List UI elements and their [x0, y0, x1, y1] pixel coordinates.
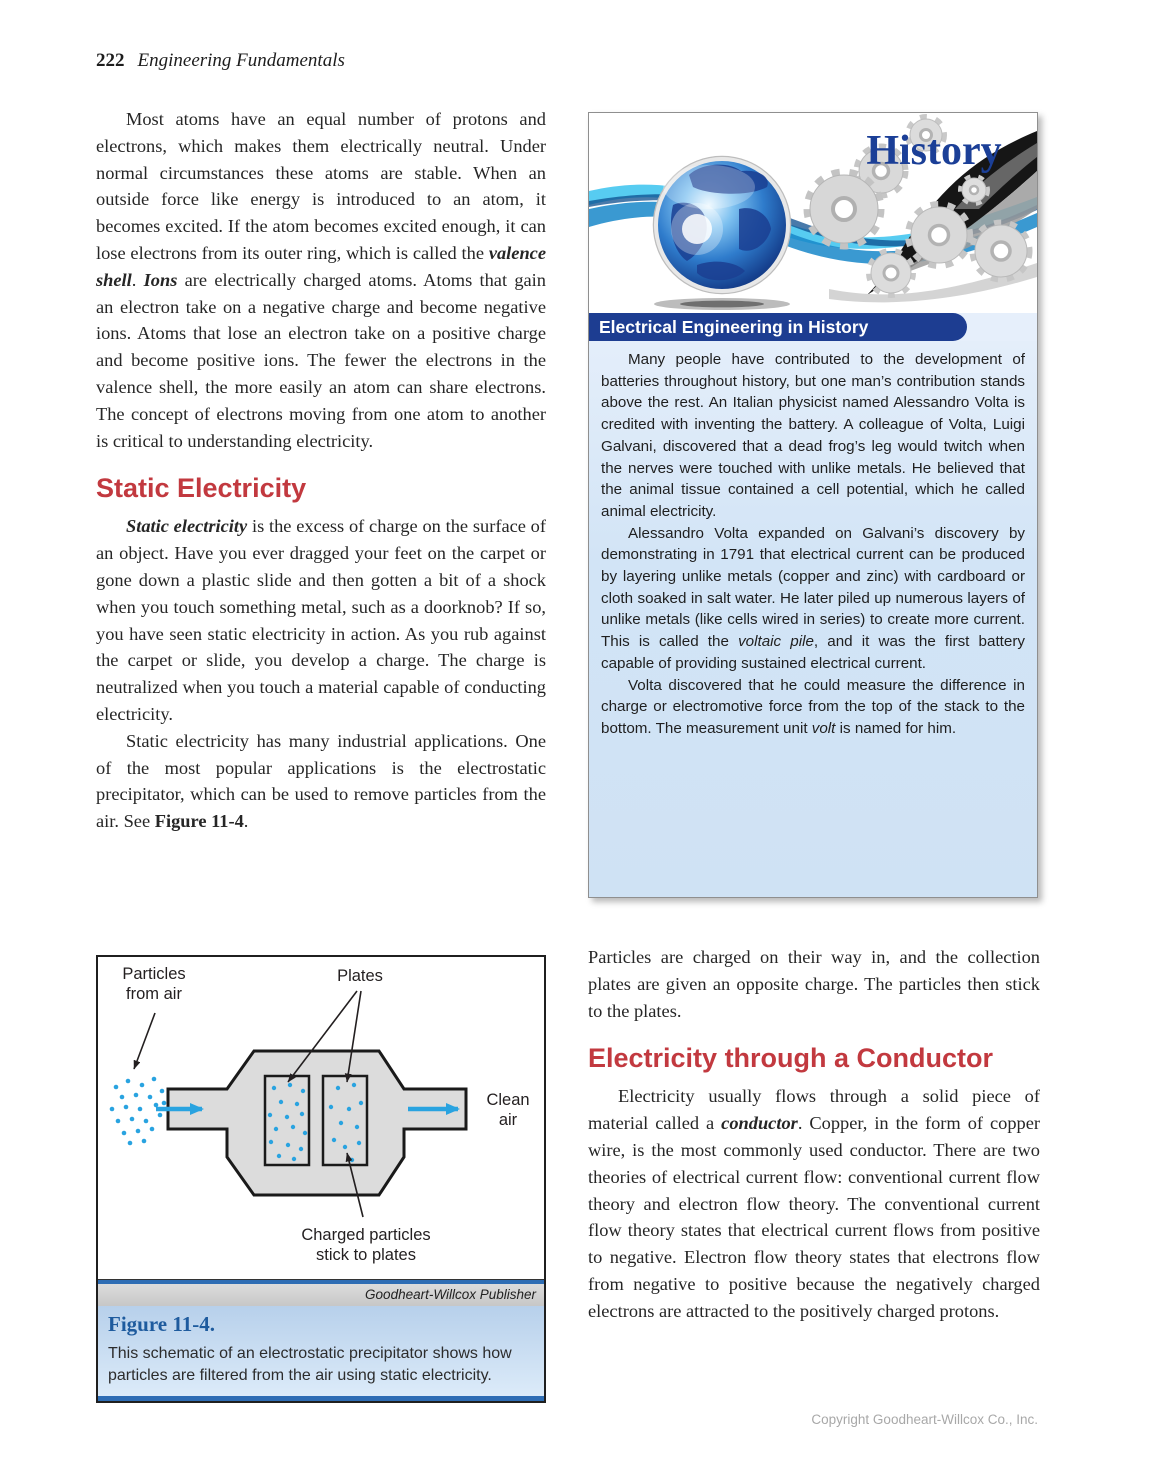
clean-air-label-line2: air	[498, 1111, 518, 1129]
particles-label-line2: from air	[126, 985, 182, 1003]
history-banner-image	[589, 113, 1037, 313]
figure-caption-block	[98, 1306, 544, 1396]
figure-number: Figure 11-4.	[108, 1312, 215, 1336]
precipitator-body	[168, 1051, 466, 1195]
conductor-paragraph: Electricity usually flows through a solid piece of material called a conductor. Copper, in the form of copper wire, is the most commonly used conductor. There are two theories of electrical current flow: conventional current flow theory and electron flow theory. The conventional current flow theory states that electrical current flows from positive to negative. Electron flow theory states that electrons flow from negative to positive because the negatively charged electrons are attracted to the positively charged protons.	[588, 1086, 1040, 1321]
particles-label-line1: Particles	[122, 965, 186, 983]
sidebar-paragraph-2: Alessandro Volta expanded on Galvani’s discovery by demonstrating in 1791 that electrical current can be produced by layering unlike metals (copper and zinc) with cardboard or cloth soaked in salt water. He later piled up numerous layers of unlike metals (like cells wired in series) to create more current. This is called the voltaic pile, and it was the first battery capable of providing sustained electrical current.	[601, 524, 1025, 672]
figure-credit: Goodheart-Willcox Publisher	[98, 1284, 544, 1306]
figure-bottom-rule	[98, 1396, 544, 1401]
intro-paragraph: Most atoms have an equal number of protons and electrons, which makes them electrically neutral. Under normal circumstances these atoms are stable. When an outside force like energy is introduced to an atom, it becomes excited. If the atom becomes excited enough, it can lose electrons from its outer ring, which is called the valence shell. Ions are electrically charged atoms. Atoms that gain an electron take on a negative charge and become negative ions. Atoms that lose an electron take on a positive charge and become positive ions. The fewer the electrons in the valence shell, the more easily an atom can share electrons. The concept of electrons moving from one atom to another is critical to understanding electricity.	[96, 109, 546, 451]
clean-air-label-line1: Clean	[486, 1091, 530, 1109]
sidebar-banner: Electrical Engineering in History	[589, 313, 967, 341]
sidebar-banner-row	[589, 313, 1037, 341]
conductor-heading: Electricity through a Conductor	[588, 1043, 994, 1074]
collection-plate-2	[323, 1076, 367, 1165]
right-column	[588, 944, 1040, 1325]
history-sidebar	[588, 112, 1038, 898]
figure-caption-text: This schematic of an electrostatic precipitator shows how particles are filtered from the air using static electricity.	[108, 1345, 512, 1384]
globe-shadow-core	[680, 301, 764, 308]
globe-illustration	[654, 157, 791, 294]
copyright-notice: Copyright Goodheart-Willcox Co., Inc.	[811, 1412, 1038, 1427]
sidebar-paragraph-1: Many people have contributed to the development of batteries throughout history, but one man’s contribution stands above the rest. An Italian physicist named Alessandro Volta is credited with inventing the battery. A colleague of Volta, Luigi Galvani, discovered that a dead frog’s leg would twitch when the nerves were touched with unlike metals. He believed that the animal tissue contained a cell potential, which he called animal electricity.	[601, 351, 1025, 520]
particles-charged-paragraph: Particles are charged on their way in, and the collection plates are given an opposite charge. The particles then stick to the plates.	[588, 947, 1040, 1021]
plates-label: Plates	[337, 967, 383, 985]
running-head	[96, 50, 345, 72]
precipitator-diagram	[98, 957, 544, 1280]
figure-11-4	[96, 955, 546, 1403]
particles-leader-line	[134, 1013, 155, 1069]
history-title: History	[866, 128, 1002, 174]
charged-label-line1: Charged particles	[301, 1226, 431, 1244]
sidebar-paragraph-3: Volta discovered that he could measure the difference in charge or electromotive force from the top of the stack to the bottom. The measurement unit volt is named for him.	[601, 676, 1025, 737]
static-paragraph-1: Static electricity is the excess of charge on the surface of an object. Have you ever dragged your feet on the carpet or gone down a plastic slide and then gotten a bit of a shock when you touch something metal, such as a doorknob? If so, you have seen static electricity in action. As you rub against the carpet or slide, you develop a charge. The charge is neutralized when you touch a material capable of conducting electricity.	[96, 516, 547, 724]
static-paragraph-2: Static electricity has many industrial applications. One of the most popular applications is the electrostatic precipitator, which can be used to remove particles from the air. See Figure 11-4.	[96, 730, 546, 832]
static-electricity-heading: Static Electricity	[96, 473, 307, 504]
book-title: Engineering Fundamentals	[137, 50, 345, 71]
sidebar-body	[589, 341, 1037, 897]
page-number: 222	[96, 50, 125, 71]
left-column	[96, 106, 546, 835]
charged-label-line2: stick to plates	[316, 1246, 416, 1264]
